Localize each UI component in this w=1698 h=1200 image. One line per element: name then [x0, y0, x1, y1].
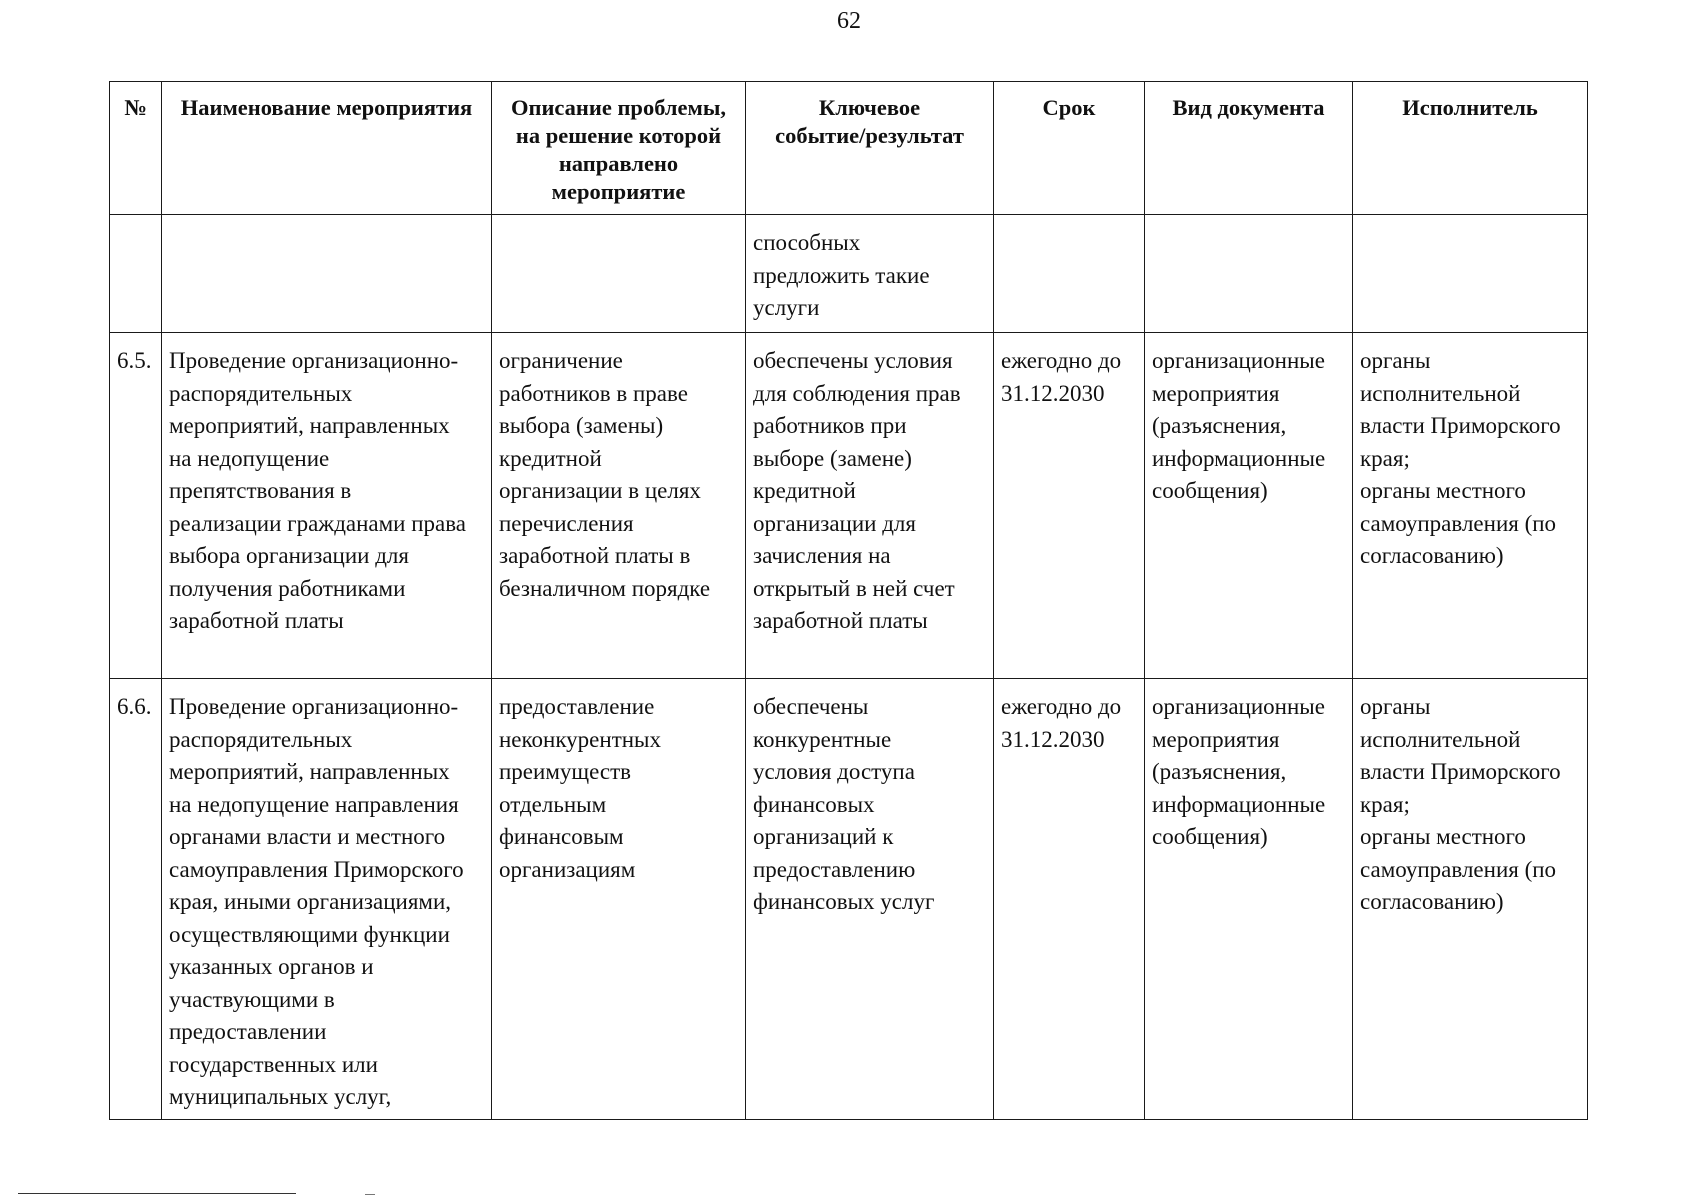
table-row-6-5 [110, 333, 1588, 679]
text-line: Проведение организационно- [169, 694, 459, 719]
text-line: мероприятие [551, 179, 686, 204]
text-line: выборе (замене) [753, 445, 912, 471]
text-line: условия доступа [753, 759, 915, 784]
text-line: выбора организации для [169, 543, 409, 568]
text-line: предложить такие [753, 262, 930, 288]
cell-number: 6.5. [110, 333, 162, 679]
text-line: событие/результат [775, 123, 964, 148]
cell-number [110, 215, 162, 333]
text-line: препятствования в [169, 478, 352, 503]
text-line: финансовых [753, 791, 875, 817]
text-line: края; [1360, 445, 1410, 471]
text-line: 31.12.2030 [1001, 726, 1105, 752]
text-line: получения работниками [169, 575, 406, 601]
text-line: органы [1360, 694, 1431, 719]
text-line: самоуправления (по [1360, 510, 1557, 536]
header-name: Наименование мероприятия [162, 82, 492, 215]
text-line: органами власти и местного [169, 824, 446, 849]
text-line: неконкурентных [499, 726, 662, 752]
header-number: № [110, 82, 162, 215]
cell-executor [1353, 215, 1588, 333]
text-line: направлено [558, 151, 679, 176]
text-line: на недопущение [169, 445, 330, 471]
text-line: органы местного [1360, 478, 1526, 503]
text-line: зачисления на [753, 543, 891, 568]
cell-term [994, 215, 1145, 333]
text-line: исполнительной [1360, 726, 1521, 752]
text-line: предоставление [499, 694, 655, 719]
cell-number: 6.6. [110, 679, 162, 1120]
header-result [746, 82, 994, 215]
text-line: услуги [753, 295, 820, 320]
text-line: организациям [499, 856, 636, 882]
cell-result [746, 215, 994, 333]
text-line: организации в целях [499, 478, 701, 503]
text-line: органы [1360, 348, 1431, 373]
text-line: Описание проблемы, [510, 95, 727, 120]
text-line: государственных или [169, 1051, 378, 1077]
text-line: преимуществ [499, 759, 631, 784]
text-line: перечисления [499, 510, 634, 536]
text-line: выбора (замены) [499, 413, 664, 438]
cell-term [994, 333, 1145, 679]
text-line: безналичном порядке [499, 575, 711, 601]
text-line: края; [1360, 791, 1410, 817]
cell-result [746, 679, 994, 1120]
text-line: края, иными организациями, [169, 889, 452, 914]
text-line: участвующими в [169, 986, 335, 1012]
text-line: организаций к [753, 824, 894, 849]
cell-doc-type [1145, 333, 1353, 679]
action-plan-table [109, 81, 1588, 1120]
cell-problem [492, 679, 746, 1120]
header-problem [492, 82, 746, 215]
text-line: финансовых услуг [753, 889, 935, 914]
cell-name [162, 679, 492, 1120]
text-line: организационные [1152, 348, 1325, 373]
text-line: исполнительной [1360, 380, 1521, 406]
text-line: заработной платы [753, 608, 928, 633]
text-line: (разъяснения, [1152, 759, 1287, 784]
text-line: обеспечены условия [753, 348, 953, 373]
text-line: власти Приморского [1360, 413, 1561, 438]
text-line: самоуправления Приморского [169, 856, 464, 882]
cell-result [746, 333, 994, 679]
text-line: предоставлению [753, 856, 916, 882]
header-executor: Исполнитель [1353, 82, 1588, 215]
header-term: Срок [994, 82, 1145, 215]
text-line: заработной платы в [499, 543, 691, 568]
text-line: конкурентные [753, 726, 892, 752]
text-line: реализации гражданами права [169, 510, 467, 536]
scan-mark [365, 1194, 375, 1195]
page-number: 62 [837, 8, 861, 34]
cell-name [162, 333, 492, 679]
text-line: организации для [753, 510, 916, 536]
text-line: распорядительных [169, 726, 353, 752]
text-line: Ключевое [818, 95, 921, 120]
text-line: для соблюдения прав [753, 380, 961, 406]
text-line: сообщения) [1152, 824, 1268, 849]
text-line: ограничение [499, 348, 623, 373]
text-line: работников в праве [499, 380, 688, 406]
text-line: (разъяснения, [1152, 413, 1287, 438]
text-line: на недопущение направления [169, 791, 459, 817]
text-line: мероприятий, направленных [169, 759, 450, 784]
text-line: мероприятия [1152, 380, 1280, 406]
text-line: кредитной [753, 478, 856, 503]
text-line: отдельным [499, 791, 607, 817]
cell-name [162, 215, 492, 333]
text-line: органы местного [1360, 824, 1526, 849]
cell-term [994, 679, 1145, 1120]
table-row-6-6 [110, 679, 1588, 1120]
text-line: осуществляющими функции [169, 921, 450, 947]
text-line: обеспечены [753, 694, 869, 719]
cell-doc-type [1145, 679, 1353, 1120]
text-line: Проведение организационно- [169, 348, 459, 373]
text-line: муниципальных услуг, [169, 1084, 392, 1109]
cell-executor [1353, 679, 1588, 1120]
text-line: на решение которой [515, 123, 722, 148]
text-line: информационные [1152, 445, 1326, 471]
table-row-continuation [110, 215, 1588, 333]
text-line: кредитной [499, 445, 602, 471]
text-line: указанных органов и [169, 954, 374, 979]
text-line: финансовым [499, 824, 624, 849]
text-line: самоуправления (по [1360, 856, 1557, 882]
text-line: власти Приморского [1360, 759, 1561, 784]
text-line: распорядительных [169, 380, 353, 406]
cell-doc-type [1145, 215, 1353, 333]
text-line: предоставлении [169, 1019, 327, 1044]
text-line: открытый в ней счет [753, 575, 955, 601]
footnote-separator [18, 1193, 296, 1194]
text-line: информационные [1152, 791, 1326, 817]
header-doc-type: Вид документа [1145, 82, 1353, 215]
text-line: мероприятий, направленных [169, 413, 450, 438]
text-line: способных [753, 230, 861, 255]
text-line: заработной платы [169, 608, 344, 633]
text-line: ежегодно до [1001, 694, 1122, 719]
text-line: ежегодно до [1001, 348, 1122, 373]
table-header-row [110, 82, 1588, 215]
text-line: мероприятия [1152, 726, 1280, 752]
text-line: сообщения) [1152, 478, 1268, 503]
cell-problem [492, 215, 746, 333]
text-line: работников при [753, 413, 907, 438]
text-line: согласованию) [1360, 543, 1504, 568]
text-line: согласованию) [1360, 889, 1504, 914]
text-line: организационные [1152, 694, 1325, 719]
cell-executor [1353, 333, 1588, 679]
cell-problem [492, 333, 746, 679]
text-line: 31.12.2030 [1001, 380, 1105, 406]
